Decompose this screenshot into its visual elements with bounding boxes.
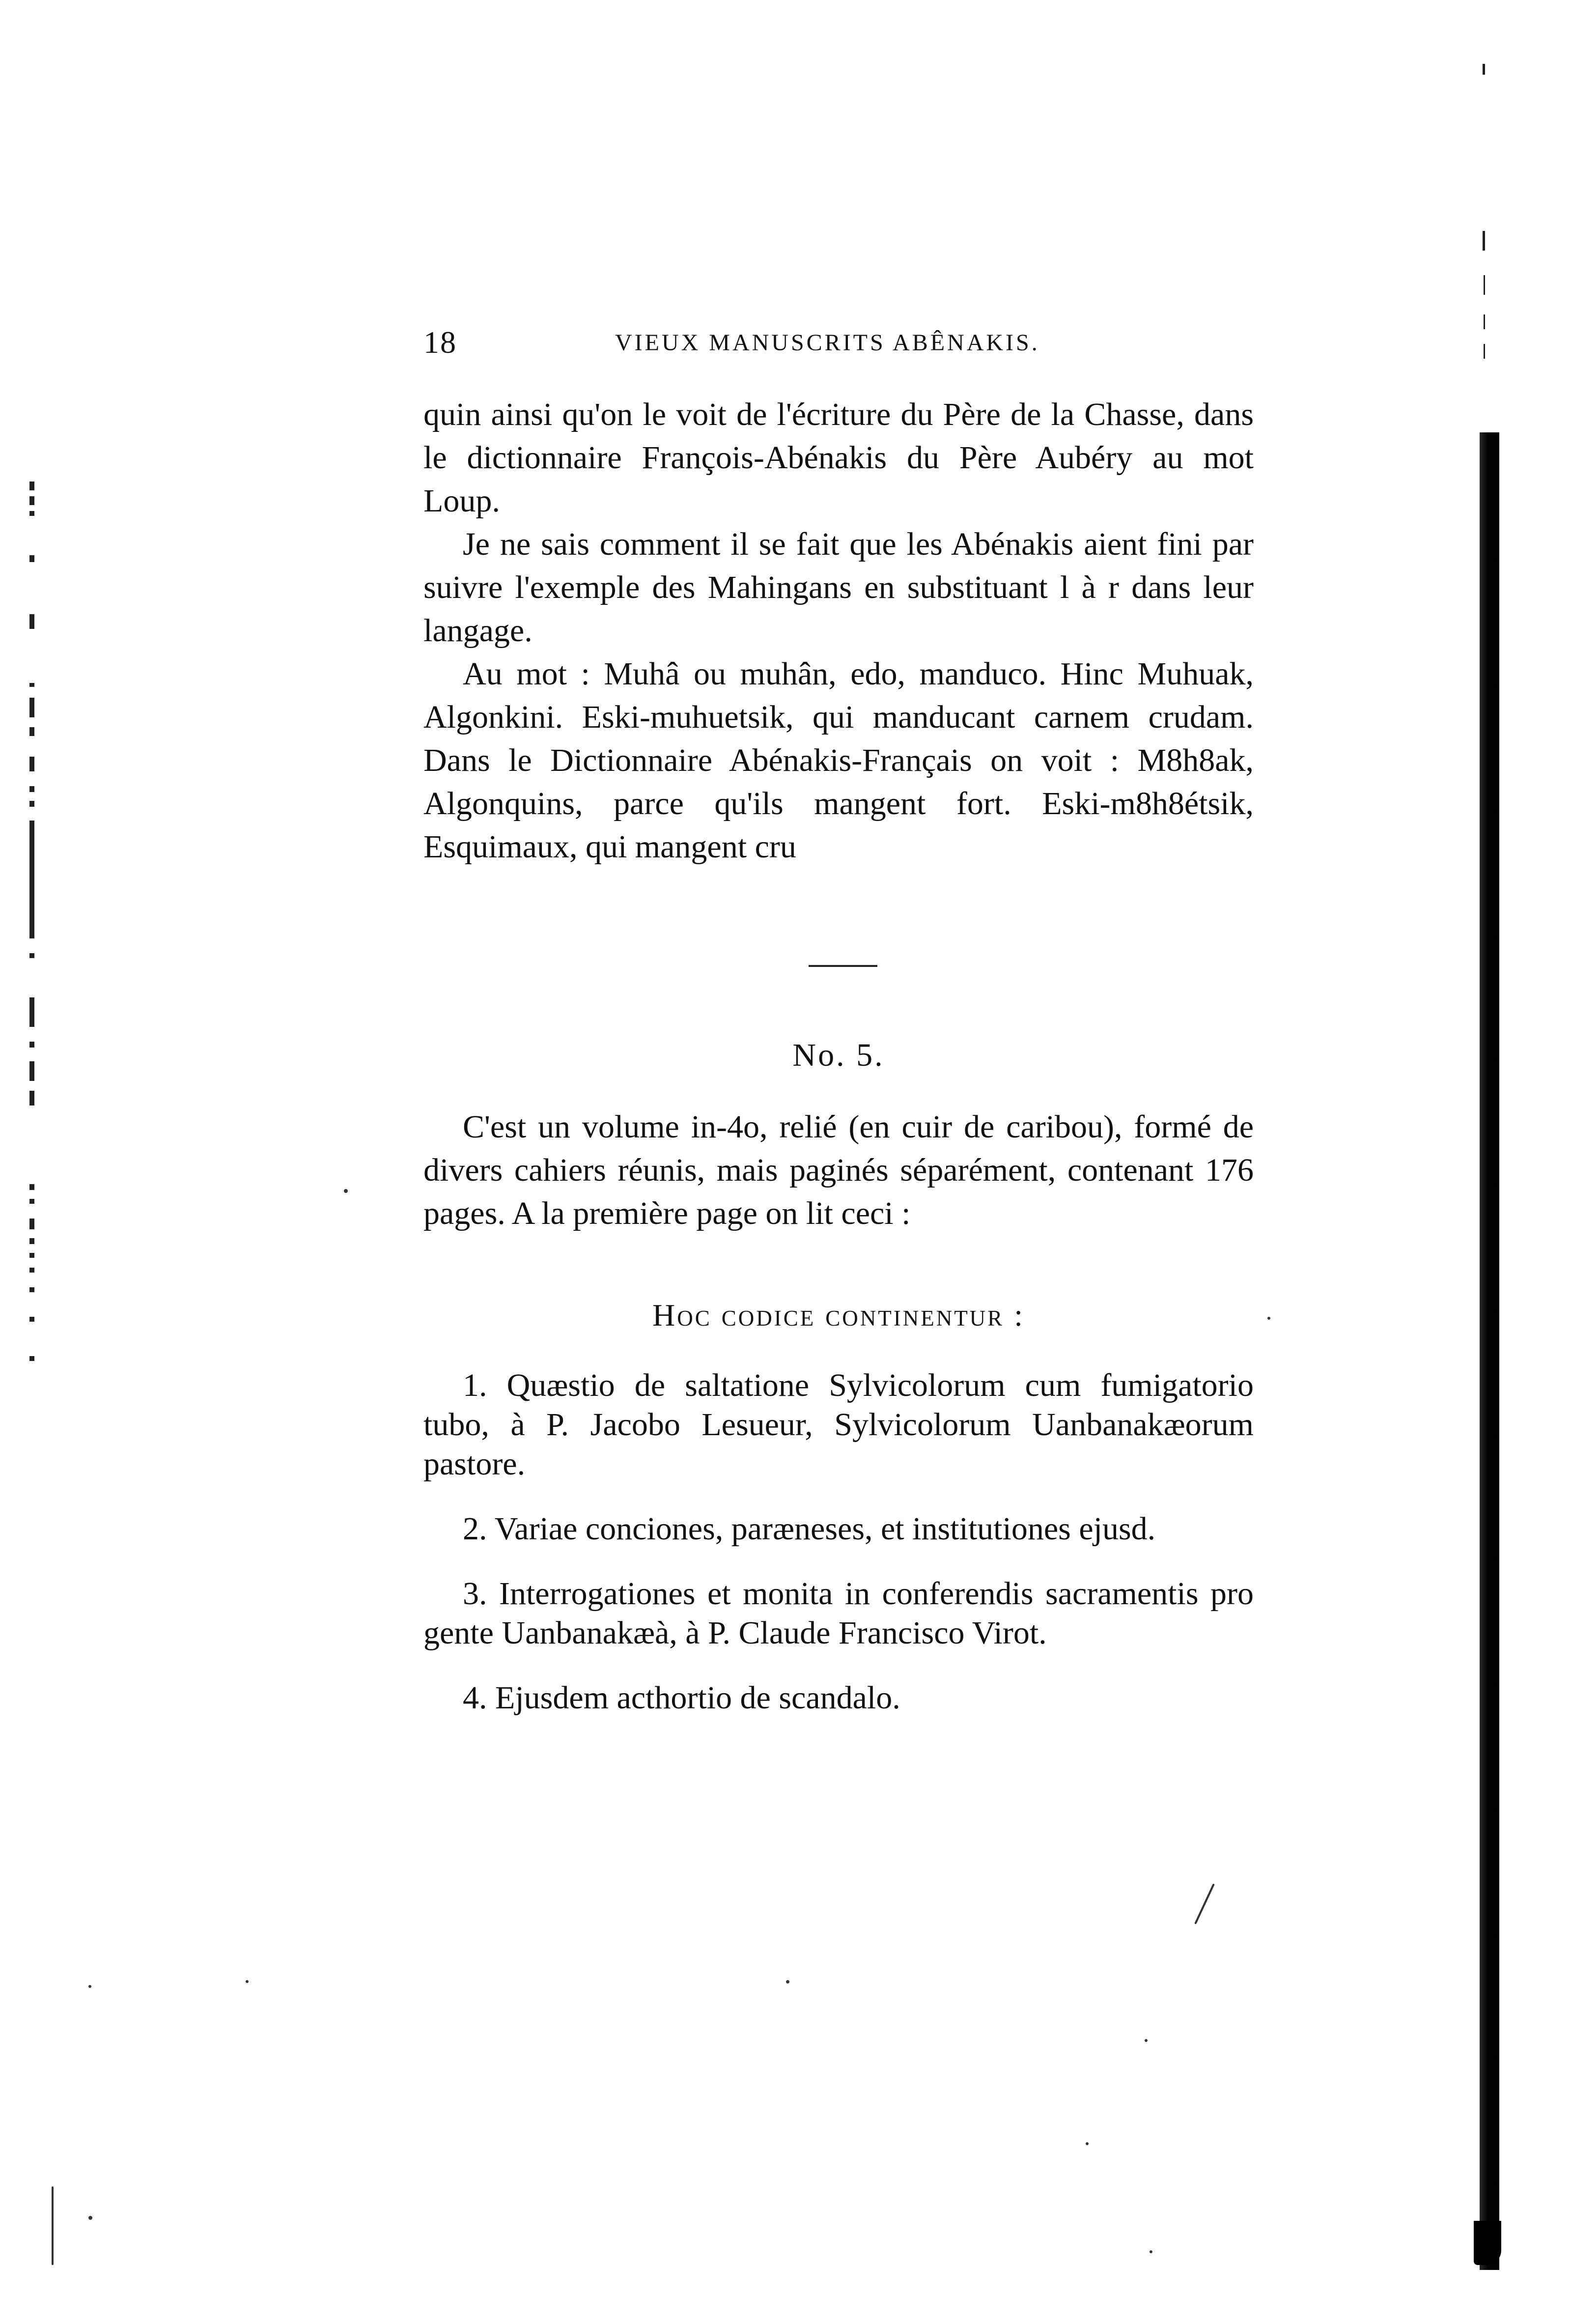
speck (246, 1980, 249, 1983)
paragraph: C'est un volume in-4o, relié (en cuir de caribou), formé de divers cahiers réunis, mais paginés séparément, contenant 176 pages. A la première page on lit ceci : (423, 1109, 1254, 1231)
paragraph: Au mot : Muhâ ou muhân, edo, manduco. Hinc Muhuak, Algonkini. Eski-muhuetsik, qui manducant carnem crudam. Dans le Dictionnaire Abénakis-Français on voit : M8h8ak, Algonquins, parce qu'ils mangent fort. Eski-m8h8étsik, Esquimaux, qui mangent cru (423, 656, 1254, 865)
body-text (423, 393, 1254, 869)
left-margin-marks (29, 482, 39, 1415)
speck (88, 2216, 92, 2220)
edge-tick (1484, 275, 1485, 295)
paragraph: Je ne sais comment il se fait que les Abénakis aient fini par suivre l'exemple des Mahingans en substituant l à r dans leur langage. (423, 526, 1254, 649)
speck (1267, 1317, 1270, 1320)
binding-shadow (1480, 432, 1499, 2270)
section-body (423, 1105, 1254, 1235)
list-item: 2. Variae conciones, paræneses, et institutiones ejusd. (463, 1511, 1156, 1547)
section-divider (809, 965, 877, 967)
page-number: 18 (423, 325, 457, 360)
speck (1145, 2039, 1148, 2042)
edge-tick (1484, 344, 1485, 359)
speck (1086, 2142, 1089, 2145)
contents-list (423, 1366, 1254, 1743)
list-item: 1. Quæstio de saltatione Sylvicolorum cum fumigatorio tubo, à P. Jacobo Lesueur, Sylvicolorum Uanbanakæorum pastore. (423, 1367, 1254, 1482)
speck (52, 2186, 54, 2265)
running-title: VIEUX MANUSCRITS ABÊNAKIS. (615, 330, 1040, 356)
speck (786, 1980, 789, 1984)
edge-tick (1483, 231, 1485, 251)
edge-tick (1483, 64, 1485, 75)
speck (88, 1985, 91, 1988)
list-item: 3. Interrogationes et monita in conferendis sacramentis pro gente Uanbanakæà, à P. Claude Francisco Virot. (423, 1576, 1254, 1651)
speck (1150, 2250, 1152, 2253)
list-item: 4. Ejusdem acthortio de scandalo. (463, 1680, 900, 1716)
binding-shadow-end (1474, 2221, 1501, 2265)
speck (344, 1189, 348, 1193)
codex-heading: Hoc codice continentur : (652, 1298, 1025, 1332)
speck (1194, 1883, 1215, 1924)
paragraph: quin ainsi qu'on le voit de l'écriture du Père de la Chasse, dans le dictionnaire François-Abénakis du Père Aubéry au mot Loup. (423, 397, 1254, 519)
running-head (423, 324, 1254, 364)
section-heading: No. 5. (792, 1037, 885, 1073)
edge-tick (1484, 314, 1485, 329)
